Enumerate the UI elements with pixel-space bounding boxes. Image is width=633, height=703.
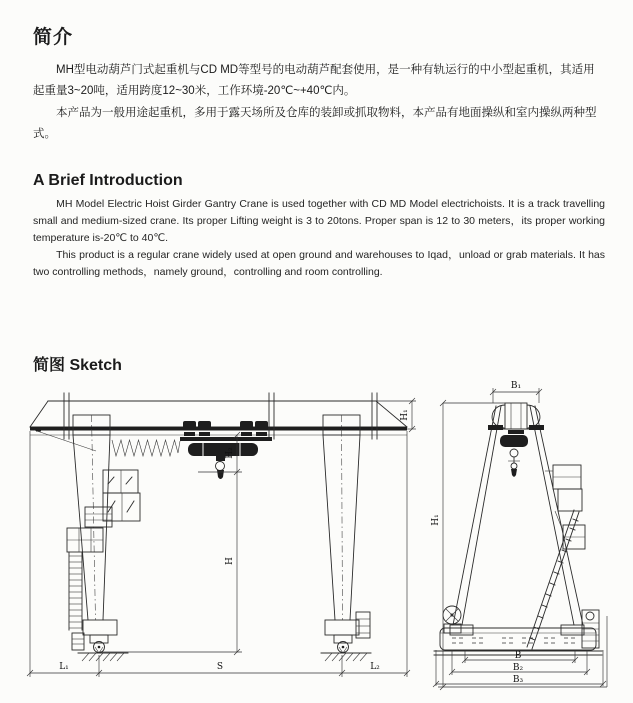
sketch-title: 简图 Sketch [33, 357, 122, 374]
intro-cn-body [33, 60, 603, 145]
intro-en-title: A Brief Introduction [33, 172, 183, 189]
dim-label-b1: B₁ [510, 381, 522, 391]
girder [30, 393, 407, 451]
ground-hatch-right [321, 653, 371, 661]
festoon-cable [112, 440, 180, 456]
right-leg [323, 415, 360, 620]
dim-label-l2: L₂ [370, 662, 380, 672]
left-bogie [72, 620, 117, 653]
side-hoist [500, 430, 528, 477]
dim-label-b3: B₃ [512, 675, 524, 685]
side-wheel [443, 606, 461, 633]
intro-cn-title: 简介 [33, 27, 74, 48]
dim-label-l1: L₁ [59, 662, 69, 672]
sketch-front-view [28, 385, 420, 697]
dim-label-h1-side: H₁ [431, 514, 441, 526]
ground-hatch-left [78, 653, 128, 661]
dim-label-b2: B₂ [512, 663, 524, 673]
side-drive-motor [582, 610, 599, 648]
dim-label-h: H [225, 557, 235, 565]
dim-label-h2: H₂ [225, 447, 235, 459]
sketch-side-view [424, 373, 629, 698]
intro-en-paragraph-1: MH Model Electric Hoist Girder Gantry Crane is used together with CD MD Model electrichoists. It is a track travelling small and medium-sized crane. Its proper Lifting weight is 3 to 20tons. Proper span is 12 to 30 meters，its proper working temperature is-20℃ to 40℃. [33, 198, 605, 244]
dim-label-b: B [514, 651, 522, 661]
dim-label-s: S [216, 662, 224, 672]
intro-en-paragraph-2: This product is a regular crane widely used at open ground and warehouses to Iqad，unload or grab materials. It has two controlling methods，namely ground，controlling and room controlling. [33, 249, 605, 278]
left-leg [73, 415, 112, 620]
right-bogie [325, 612, 370, 653]
intro-cn-paragraph-1: MH型电动葫芦门式起重机与CD MD等型号的电动葫芦配套使用，是一种有轨运行的中小型起重机，其适用起重量3~20吨，适用跨度12~30米，工作环境-20℃~+40℃内。 [33, 64, 595, 98]
dim-label-h1-front: H₁ [400, 409, 410, 421]
platform-grid [67, 528, 103, 552]
ladder [69, 552, 82, 630]
intro-en-body [33, 196, 605, 281]
intro-cn-paragraph-2: 本产品为一般用途起重机，多用于露天场所及仓库的装卸或抓取物料，本产品有地面操纵和室内操纵两种型式。 [33, 106, 597, 140]
